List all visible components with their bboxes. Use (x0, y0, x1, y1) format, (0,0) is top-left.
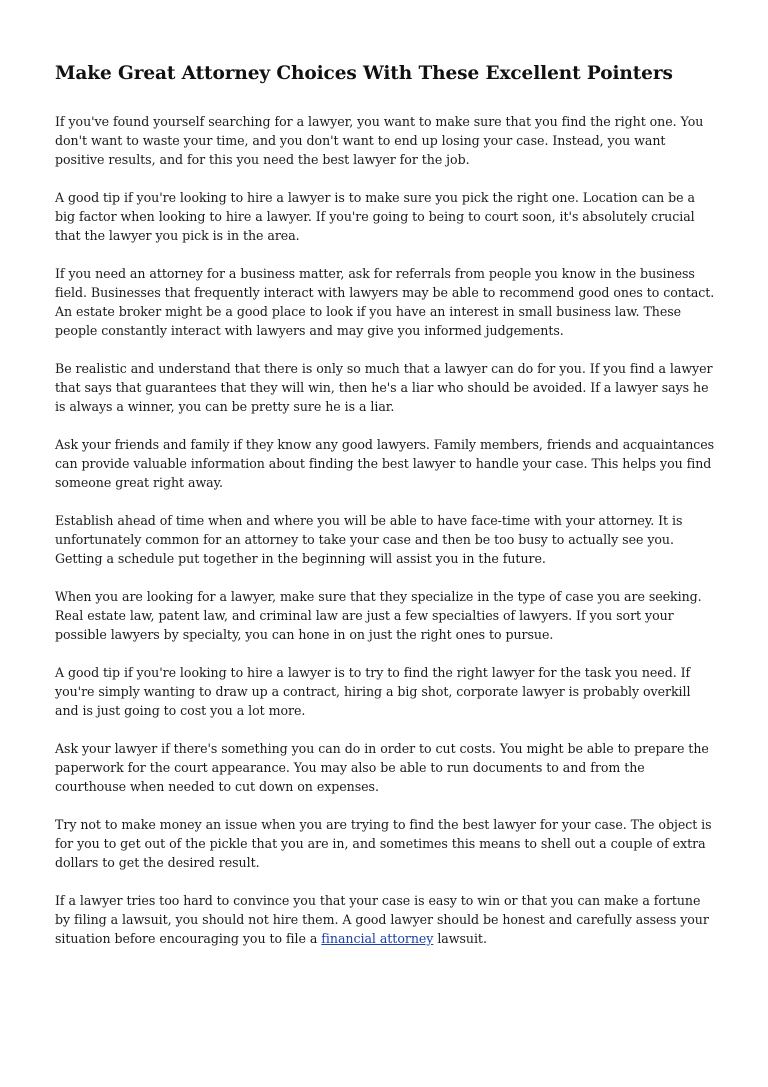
paragraph-6: Establish ahead of time when and where you will be able to have face-time with your attorney. It is unfortunately common for an attorney to take your case and then be too busy to actually see you. Getting a schedule put together in the beginning will assist you in the future. (55, 513, 683, 566)
paragraph-8: A good tip if you're looking to hire a lawyer is to try to find the right lawyer for the task you need. If you're simply wanting to draw up a contract, hiring a big shot, corporate lawyer is probably overkill and is just going to cost you a lot more. (55, 665, 691, 718)
paragraph-7: When you are looking for a lawyer, make sure that they specialize in the type of case you are seeking. Real estate law, patent law, and criminal law are just a few specialties of lawyers. If you sort your possible lawyers by specialty, you can hone in on just the right ones to pursue. (55, 589, 702, 642)
paragraph-11-text-before: If a lawyer tries too hard to convince you that your case is easy to win or that you can make a fortune by filing a lawsuit, you should not hire them. A good lawyer should be honest and carefully assess your situation before encouraging you to file a (55, 893, 709, 946)
document-page (55, 62, 715, 967)
paragraph-3: If you need an attorney for a business matter, ask for referrals from people you know in the business field. Businesses that frequently interact with lawyers may be able to recommend good ones to contact. An estate broker might be a good place to look if you have an interest in small business law. These people constantly interact with lawyers and may give you informed judgements. (55, 266, 715, 338)
paragraph-1: If you've found yourself searching for a lawyer, you want to make sure that you find the right one. You don't want to waste your time, and you don't want to end up losing your case. Instead, you want positive results, and for this you need the best lawyer for the job. (55, 114, 704, 167)
paragraph-2: A good tip if you're looking to hire a lawyer is to make sure you pick the right one. Location can be a big factor when looking to hire a lawyer. If you're going to being to court soon, it's absolutely crucial that the lawyer you pick is in the area. (55, 190, 695, 243)
financial-attorney-link[interactable]: financial attorney (321, 931, 434, 946)
page-title: Make Great Attorney Choices With These Excellent Pointers (55, 63, 673, 84)
paragraph-9: Ask your lawyer if there's something you can do in order to cut costs. You might be able to prepare the paperwork for the court appearance. You may also be able to run documents to and from the courthouse when needed to cut down on expenses. (55, 741, 709, 794)
paragraph-4: Be realistic and understand that there is only so much that a lawyer can do for you. If you find a lawyer that says that guarantees that they will win, then he's a liar who should be avoided. If a lawyer says he is always a winner, you can be pretty sure he is a liar. (55, 361, 713, 414)
paragraph-10: Try not to make money an issue when you are trying to find the best lawyer for your case. The object is for you to get out of the pickle that you are in, and sometimes this means to shell out a couple of extra dollars to get the desired result. (55, 817, 712, 870)
paragraph-11-text-after: lawsuit. (433, 931, 487, 946)
paragraph-11 (55, 891, 715, 948)
paragraph-5: Ask your friends and family if they know any good lawyers. Family members, friends and acquaintances can provide valuable information about finding the best lawyer to handle your case. This helps you find someone great right away. (55, 437, 715, 490)
